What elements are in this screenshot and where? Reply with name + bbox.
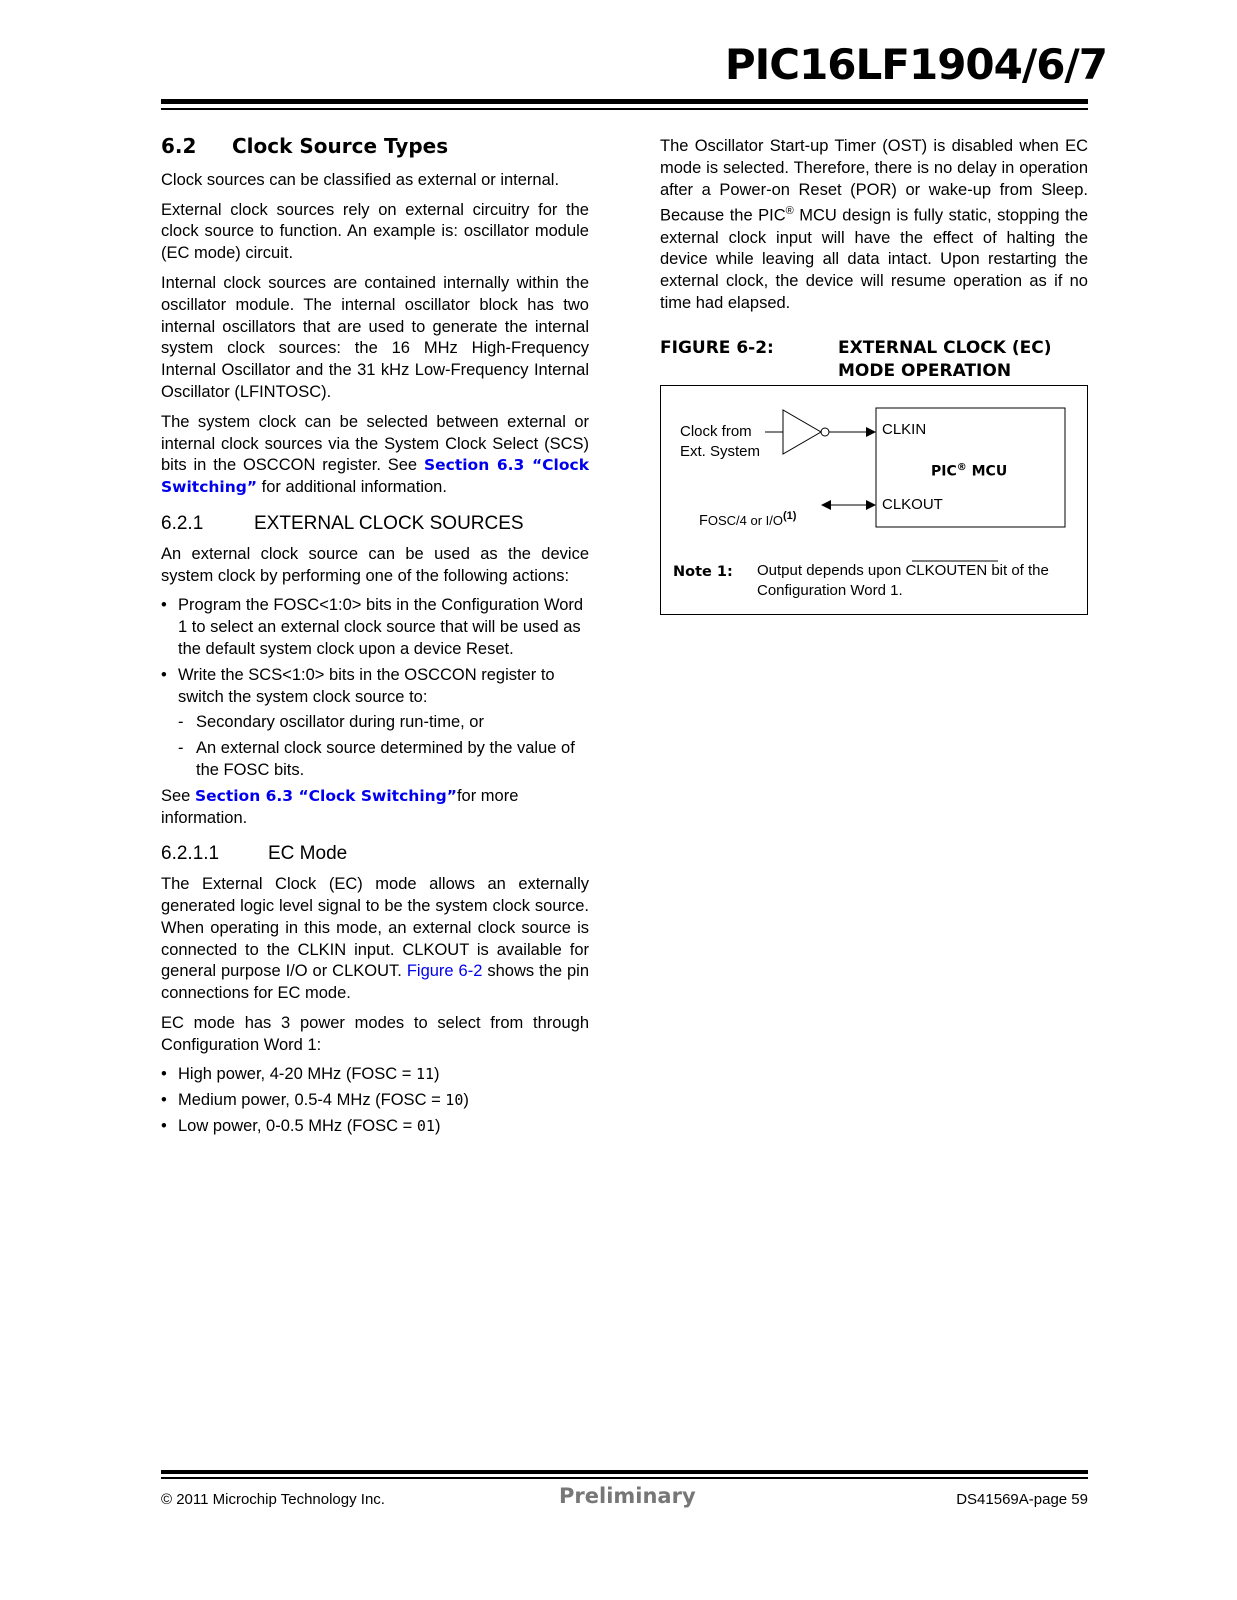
note-text-part: bit of the Configuration Word 1.: [757, 561, 1049, 599]
action-list: [161, 595, 589, 781]
list-subitem: - Secondary oscillator during run-time, or: [161, 712, 589, 734]
code-value: 01: [416, 1117, 435, 1136]
paragraph: [161, 412, 589, 499]
footer-rule: [161, 1470, 1088, 1474]
clkout-arrow-left: [821, 500, 831, 510]
footer-rule-thin: [161, 1477, 1088, 1479]
figure-caption: [660, 337, 1088, 383]
power-mode-list: [161, 1064, 589, 1137]
note-text-part: Output depends upon: [757, 561, 906, 579]
paragraph: External clock sources rely on external circuitry for the clock source to function. An example is: oscillator module (EC mode) circuit.: [161, 200, 589, 263]
list-text: High power, 4-20 MHz (FOSC =: [178, 1065, 416, 1084]
paragraph: [660, 136, 1088, 315]
list-text: ): [434, 1117, 441, 1136]
note-reference: (1): [783, 509, 797, 522]
left-column: [161, 136, 589, 1142]
list-text: Low power, 0-0.5 MHz (FOSC =: [178, 1117, 417, 1136]
code-value: 11: [415, 1065, 435, 1084]
clkin-label: CLKIN: [882, 420, 927, 438]
subsubsection-number: 6.2.1.1: [161, 843, 220, 865]
section-heading: [161, 136, 589, 158]
section-link[interactable]: Section 6.3 “Clock Switching”: [194, 786, 457, 805]
document-title: PIC16LF1904/6/7: [724, 40, 1107, 89]
clkout-arrow-right: [866, 500, 876, 510]
subsubsection-title: EC Mode: [268, 843, 348, 865]
list-text: ): [434, 1065, 440, 1084]
section-link[interactable]: Section 6.3 “Clock Switching”: [161, 456, 589, 497]
copyright: © 2011 Microchip Technology Inc.: [161, 1491, 385, 1508]
clkin-arrow: [866, 427, 876, 437]
figure-title: EXTERNAL CLOCK (EC) MODE OPERATION: [838, 337, 1052, 381]
fosc-text: F: [699, 512, 708, 529]
header-rule-thin: [161, 108, 1088, 110]
code-value: 10: [445, 1091, 464, 1110]
paragraph: An external clock source can be used as the device system clock by performing one of the following actions:: [161, 544, 589, 585]
note-label: Note 1:: [673, 563, 733, 580]
mcu-label-text: PIC: [931, 463, 957, 480]
paragraph: [161, 874, 589, 1005]
inverter-buffer: [783, 410, 821, 454]
registered-mark: ®: [956, 461, 967, 473]
inverter-bubble: [821, 428, 829, 436]
paragraph-text: for more information.: [161, 786, 519, 827]
paragraph-text: for additional information.: [257, 478, 447, 497]
paragraph: Internal clock sources are contained internally within the oscillator module. The internal oscillator block has two internal oscillators that are used to generate the internal system clock sources: the 16 MHz High-Frequency Internal Oscillator and the 31 kHz Low-Frequency Internal Oscillator (LFINTOSC).: [161, 273, 589, 401]
paragraph-text: The system clock can be selected between external or internal clock sources via the System Clock Select (SCS) bits in the OSCCON register. See: [161, 412, 589, 475]
paragraph: Clock sources can be classified as external or internal.: [161, 170, 560, 189]
list-subitem: - An external clock source determined by the value of the FOSC bits.: [161, 738, 589, 782]
clkout-label: CLKOUT: [882, 495, 943, 513]
preliminary-mark: Preliminary: [559, 1484, 696, 1508]
label-line: Clock from: [680, 422, 752, 440]
section-number: 6.2: [161, 134, 197, 158]
subsection-title: EXTERNAL CLOCK SOURCES: [254, 512, 524, 534]
paragraph-text: See: [161, 786, 195, 805]
paragraph-text: MCU design is fully static, stopping the external clock input will have the effect of halting the device while leaving all data intact. Upon restarting the external clock, the device will resume operation as if no time had elapsed.: [660, 206, 1088, 313]
clkouten-signal: CLKOUTEN: [905, 561, 988, 579]
registered-mark: ®: [785, 205, 794, 218]
list-item: [161, 1116, 589, 1138]
list-item: • Write the SCS<1:0> bits in the OSCCON register to switch the system clock source to:: [161, 665, 589, 709]
figure-box: [660, 385, 1088, 615]
list-item: • Program the FOSC<1:0> bits in the Configuration Word 1 to select an external clock source that will be used as the default system clock upon a device Reset.: [161, 595, 589, 660]
paragraph: EC mode has 3 power modes to select from through Configuration Word 1:: [161, 1013, 589, 1054]
subsection-heading: [161, 513, 589, 535]
paragraph: [161, 786, 589, 830]
note-text: [757, 561, 1077, 601]
header-rule: [161, 99, 1088, 104]
list-text: ): [463, 1091, 469, 1110]
clock-source-label: [680, 422, 760, 462]
figure-label: FIGURE 6-2:: [660, 337, 774, 358]
mcu-label: [931, 458, 1007, 482]
subsection-number: 6.2.1: [161, 512, 204, 534]
paragraph-text: The Oscillator Start-up Timer (OST) is disabled when EC mode is selected. Therefore, there is no delay in operation after a Power-on Reset (POR) or wake-up from Sleep. Because the PIC: [660, 137, 1088, 225]
label-line: Ext. System: [680, 442, 761, 460]
subsubsection-heading: [161, 843, 589, 865]
figure-link[interactable]: Figure 6-2: [406, 962, 483, 981]
list-item: [161, 1090, 589, 1112]
paragraph-text: shows the pin connections for EC mode.: [161, 962, 590, 1003]
page-number: DS41569A-page 59: [956, 1491, 1088, 1508]
list-item: [161, 1064, 589, 1086]
fosc-label: [699, 506, 796, 531]
section-title: Clock Source Types: [232, 134, 449, 158]
right-column: [660, 136, 1088, 615]
paragraph-text: The External Clock (EC) mode allows an externally generated logic level signal to be the system clock source. When operating in this mode, an external clock source is connected to the CLKIN input. CLKOUT is available for general purpose I/O or CLKOUT.: [161, 875, 589, 981]
list-text: Medium power, 0.5-4 MHz (FOSC =: [178, 1091, 446, 1110]
mcu-label-text: MCU: [966, 463, 1008, 480]
fosc-text: OSC/4 or I/O: [707, 512, 783, 528]
